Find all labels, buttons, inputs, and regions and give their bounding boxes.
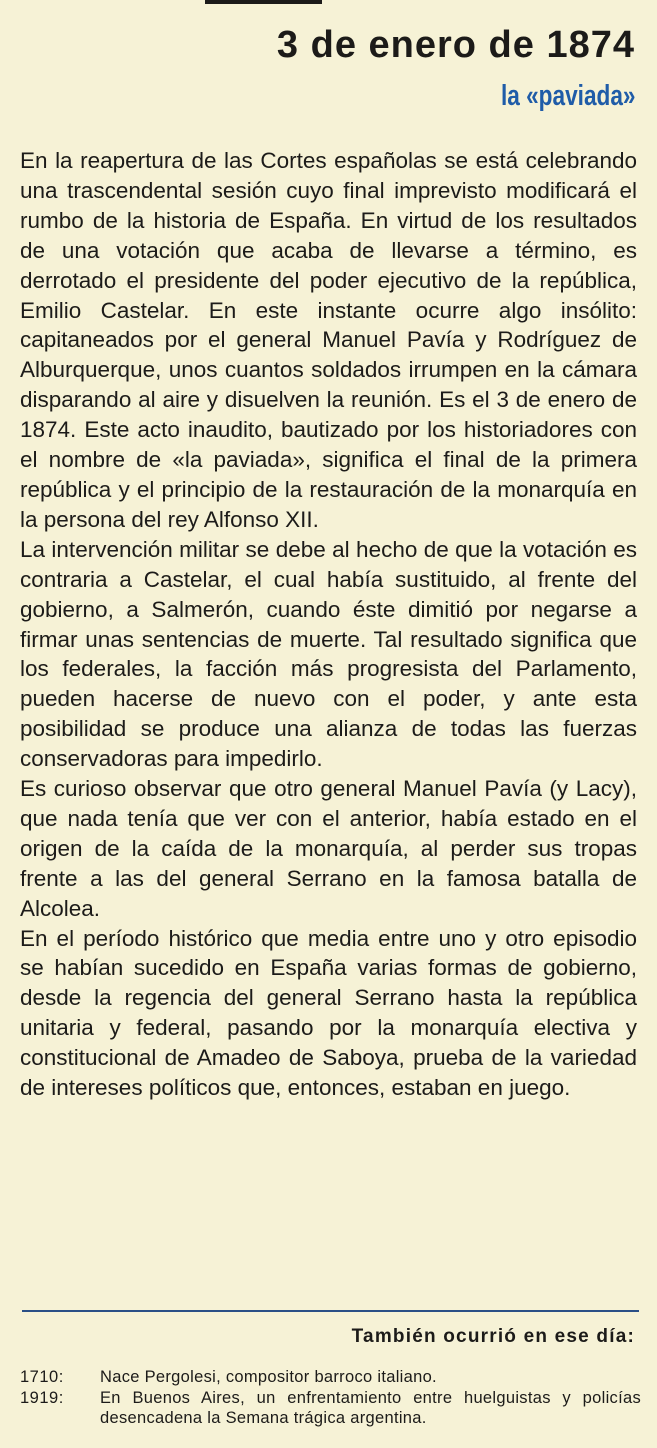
article-paragraph: La intervención militar se debe al hecho de que la votación es contraria a Castelar, el cual había sustituido, al frente del gobierno, a Salmerón, cuando éste dimitió por negarse a firmar unas sentencias de muerte. Tal resultado significa que los federales, la facción más progresista del Parlamento, pueden hacerse de nuevo con el poder, y ante esta posibilidad se produce una alianza de todas las fuerzas conservadoras para impedirlo. xyxy=(20,536,637,772)
section-divider xyxy=(22,1310,639,1312)
sidebar-heading: También ocurrió en ese día: xyxy=(351,1326,635,1347)
article-paragraph: En la reapertura de las Cortes españolas se está celebrando una trascendental sesión cuyo final imprevisto modificará el rumbo de la historia de España. En virtud de los resultados de una votación que acaba de llevarse a término, es derrotado el presidente del poder ejecutivo de la república, Emilio Castelar. En este instante ocurre algo insólito: capitaneados por el general Manuel Pavía y Rodríguez de Alburquerque, unos cuantos soldados irrumpen en la cámara disparando al aire y disuelven la reunión. Es el 3 de enero de 1874. Este acto inaudito, bautizado por los historiadores con el nombre de «la paviada», significa el final de la primera república y el principio de la restauración de la monarquía en la persona del rey Alfonso XII. xyxy=(20,148,637,532)
event-item xyxy=(20,1388,641,1428)
event-year: 1710: xyxy=(20,1368,64,1386)
page-subtitle: la «paviada» xyxy=(500,80,635,112)
article-paragraph: En el período histórico que media entre uno y otro episodio se habían sucedido en España varias formas de gobierno, desde la regencia del general Serrano hasta la república unitaria y federal, pasando por la monarquía electiva y constitucional de Amadeo de Saboya, prueba de la variedad de intereses políticos que, entonces, estaban en juego. xyxy=(20,925,637,1101)
event-text: Nace Pergolesi, compositor barroco italiano. xyxy=(100,1368,437,1386)
top-decorative-rule xyxy=(205,0,322,4)
event-item xyxy=(20,1367,641,1387)
event-year: 1919: xyxy=(20,1389,64,1407)
article-paragraph: Es curioso observar que otro general Manuel Pavía (y Lacy), que nada tenía que ver con el anterior, había estado en el origen de la caída de la monarquía, al perder sus tropas frente a las del general Serrano en la famosa batalla de Alcolea. xyxy=(20,776,637,921)
event-text: En Buenos Aires, un enfrentamiento entre huelguistas y policías desencadena la Semana trágica argentina. xyxy=(100,1389,641,1427)
article-body xyxy=(20,146,637,1103)
events-list xyxy=(20,1367,641,1429)
page-title-date: 3 de enero de 1874 xyxy=(276,24,635,66)
